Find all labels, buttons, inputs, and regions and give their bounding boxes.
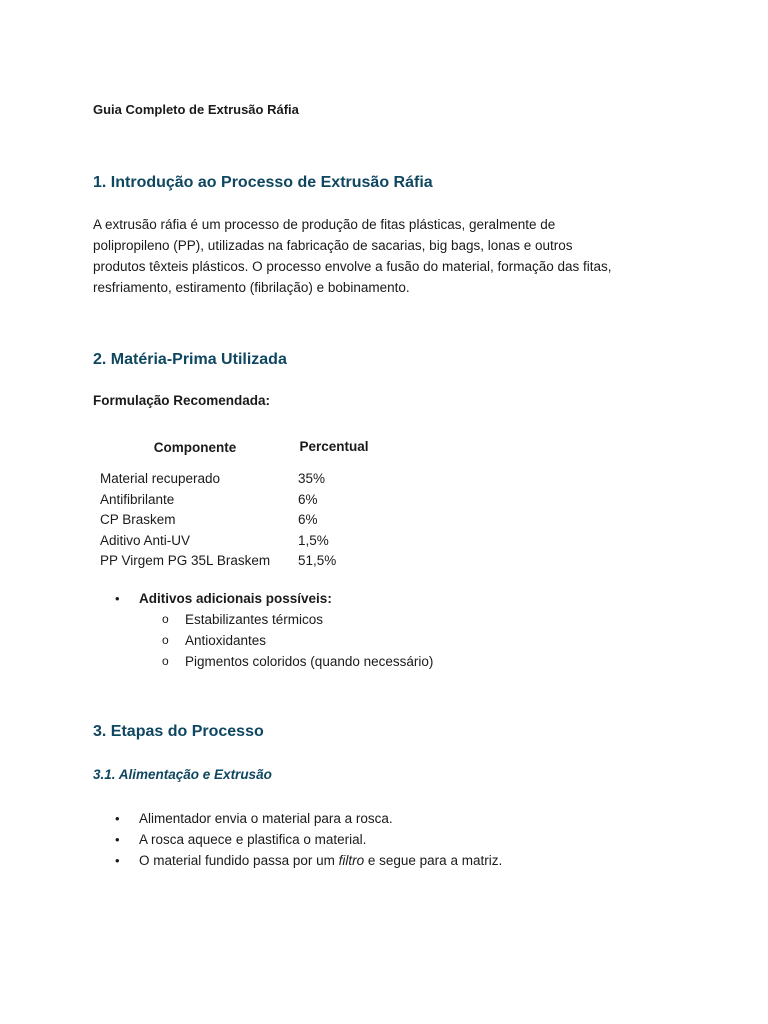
section-2-heading: 2. Matéria-Prima Utilizada [93, 351, 287, 368]
filter-emphasis: filtro [338, 853, 365, 868]
percent-cell: 51,5% [298, 553, 337, 569]
section-1-paragraph [93, 214, 683, 298]
list-item [93, 588, 433, 672]
additives-label: Aditivos adicionais possíveis: [139, 591, 332, 606]
list-item: o Estabilizantes térmicos [139, 609, 433, 630]
process-steps-list [93, 808, 502, 871]
formula-label: Formulação Recomendada: [93, 393, 271, 408]
component-cell: Aditivo Anti-UV [100, 532, 191, 548]
additives-list [93, 588, 433, 672]
table-row [96, 490, 374, 511]
percent-cell: 6% [298, 512, 318, 528]
paragraph-line: resfriamento, estiramento (fibrilação) e bobinamento. [93, 280, 410, 295]
paragraph-line: A extrusão ráfia é um processo de produção de fitas plásticas, geralmente de [93, 217, 556, 232]
percent-cell: 35% [298, 471, 326, 486]
component-cell: Material recuperado [100, 471, 221, 486]
table-row [96, 510, 374, 531]
section-3-1-heading: 3.1. Alimentação e Extrusão [93, 767, 272, 782]
column-header-percent: Percentual [299, 439, 369, 454]
list-item: • A rosca aquece e plastifica o material. [93, 829, 502, 850]
table-header-row [96, 425, 374, 469]
paragraph-line: polipropileno (PP), utilizadas na fabricação de sacarias, big bags, lonas e outros [93, 238, 573, 253]
list-item [93, 850, 502, 871]
formula-table [96, 425, 374, 572]
document-title: Guia Completo de Extrusão Ráfia [93, 102, 299, 117]
list-item: • Alimentador envia o material para a rosca. [93, 808, 502, 829]
section-3-heading: 3. Etapas do Processo [93, 723, 264, 740]
section-1-heading: 1. Introdução ao Processo de Extrusão Ráfia [93, 174, 433, 191]
component-cell: Antifibrilante [100, 491, 175, 507]
bullet-text-end: e segue para a matriz. [364, 853, 503, 868]
table-row [96, 551, 374, 572]
bullet-text-start: O material fundido passa por um [139, 853, 339, 868]
component-cell: PP Virgem PG 35L Braskem [100, 553, 271, 569]
paragraph-line: produtos têxteis plásticos. O processo envolve a fusão do material, formação das fitas, [93, 259, 612, 274]
column-header-component: Componente [153, 439, 237, 455]
percent-cell: 6% [298, 491, 318, 507]
additives-sublist [139, 609, 433, 672]
list-item: o Antioxidantes [139, 630, 433, 651]
percent-cell: 1,5% [298, 532, 329, 548]
list-item: o Pigmentos coloridos (quando necessário) [139, 651, 433, 672]
table-row [96, 531, 374, 552]
component-cell: CP Braskem [100, 512, 176, 528]
table-row [96, 469, 374, 490]
